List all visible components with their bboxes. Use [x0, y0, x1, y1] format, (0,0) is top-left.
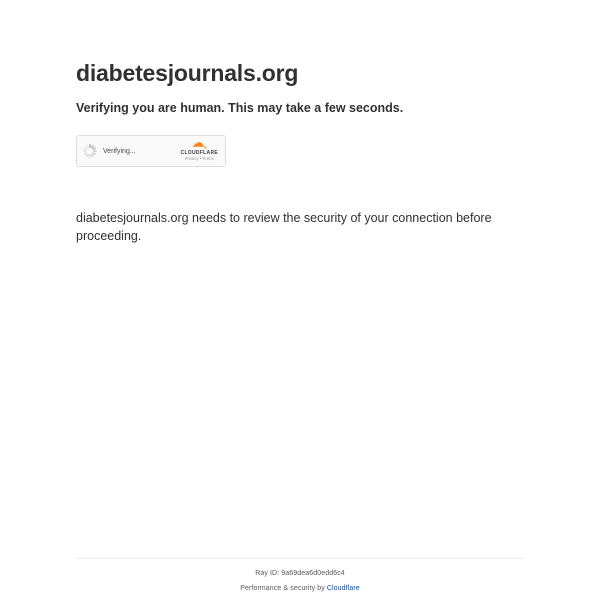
performance-notice — [76, 585, 524, 600]
turnstile-widget[interactable] — [76, 135, 226, 167]
page-footer — [76, 558, 524, 600]
cloudflare-logo — [181, 141, 218, 161]
performance-prefix: Performance & security by — [240, 585, 325, 592]
terms-link[interactable]: Terms — [202, 155, 214, 161]
link-separator: • — [199, 155, 202, 161]
verification-subtitle: Verifying you are human. This may take a few seconds. — [76, 100, 404, 115]
cloudflare-wordmark: CLOUDFLARE — [180, 149, 218, 156]
ray-id: Ray ID: 9a69dea6d0edd6c4 — [255, 570, 345, 577]
challenge-description: diabetesjournals.org needs to review the security of your connection before proceeding. — [76, 211, 492, 244]
cloudflare-cloud-icon — [187, 141, 211, 150]
spinner-icon — [83, 144, 97, 158]
privacy-link[interactable]: Privacy — [184, 155, 199, 161]
turnstile-legal-links[interactable] — [181, 157, 218, 161]
turnstile-status-label: Verifying... — [103, 147, 136, 155]
cloudflare-link[interactable]: Cloudflare — [326, 585, 360, 592]
page-title: diabetesjournals.org — [76, 60, 299, 86]
